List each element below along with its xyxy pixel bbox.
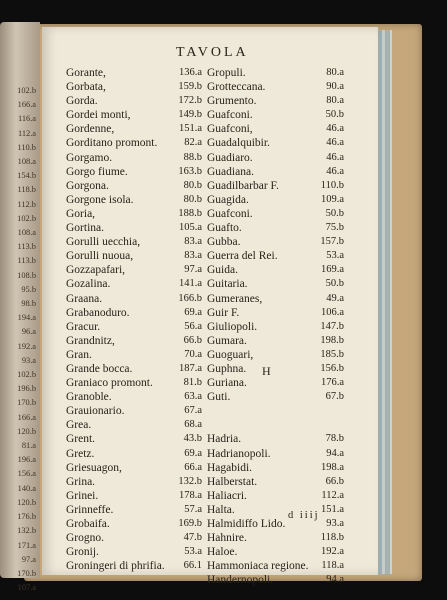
index-entry [66, 517, 202, 531]
entry-name: Haliacri. [207, 489, 247, 502]
index-entry [207, 362, 344, 376]
entry-name: Grent. [66, 433, 96, 446]
margin-fragment: 107.a [17, 583, 36, 593]
entry-name: Handernopoli. [207, 574, 274, 587]
index-entry [66, 489, 202, 503]
entry-page: 50.b [325, 207, 344, 219]
entry-page: 67.a [184, 405, 202, 417]
left-page-binding [0, 22, 40, 593]
index-entry [207, 348, 344, 362]
entry-page: 66.b [183, 334, 202, 346]
margin-fragment: 170.b [17, 398, 36, 408]
index-entry [66, 362, 202, 376]
index-entry [66, 108, 202, 122]
index-entry [66, 193, 202, 207]
entry-page: 49.a [326, 292, 344, 304]
index-entry [207, 390, 344, 404]
entry-page: 132.b [178, 475, 202, 487]
index-entry [207, 531, 344, 545]
entry-page: 94.a [326, 447, 344, 459]
index-entry [207, 136, 344, 150]
entry-page: 47.b [183, 532, 202, 544]
index-entry [207, 80, 344, 94]
entry-page: 97.a [184, 264, 202, 276]
index-entry [66, 306, 202, 320]
index-entry [66, 531, 202, 545]
index-entry [66, 66, 202, 80]
margin-fragment: 132.b [17, 526, 36, 536]
index-entry [66, 165, 202, 179]
index-entry [207, 151, 344, 165]
index-entry [207, 122, 344, 136]
entry-page: 166.b [178, 292, 202, 304]
entry-name: Guadalquibir. [207, 137, 270, 150]
entry-name: Gozzapafari, [66, 264, 126, 277]
index-entry [66, 334, 202, 348]
entry-name: Guadilbarbar F. [207, 179, 279, 192]
entry-name: Gorgamo. [66, 151, 113, 164]
page-edge [390, 30, 392, 574]
index-entry [207, 235, 344, 249]
index-entry [66, 461, 202, 475]
entry-name: Grinei. [66, 489, 99, 502]
index-entry [66, 404, 202, 418]
section-letter: H [262, 364, 271, 378]
margin-fragment: 102.b [17, 213, 36, 223]
page-edge [382, 30, 385, 574]
entry-page: 78.b [325, 433, 344, 445]
margin-fragment: 93.a [21, 355, 36, 365]
entry-name: Guafto. [207, 222, 242, 235]
entry-name: Guafconi. [207, 207, 253, 220]
entry-page: 178.a [178, 489, 202, 501]
entry-name: Haloe. [207, 546, 238, 559]
entry-page: 46.a [326, 151, 344, 163]
entry-page: 94.a [326, 574, 344, 586]
index-entry [66, 263, 202, 277]
entry-name: Guir F. [207, 306, 240, 319]
index-entry [66, 292, 202, 306]
index-entry [66, 277, 202, 291]
entry-name: Halmidiffo Lido. [207, 518, 286, 530]
entry-page: 50.b [325, 278, 344, 290]
entry-name: Hadrianopoli. [207, 447, 271, 460]
margin-fragment: 102.b [17, 86, 36, 95]
index-entry [207, 207, 344, 221]
entry-page: 172.b [178, 95, 202, 107]
entry-name: Grotteccana. [207, 81, 266, 94]
index-entry [66, 418, 202, 432]
margin-fragment: 118.b [17, 185, 36, 195]
entry-name: Grogno. [66, 532, 105, 545]
entry-name: Halta. [207, 503, 235, 516]
entry-page: 43.b [183, 433, 202, 445]
entry-name: Gumeranes, [207, 292, 263, 305]
entry-page: 185.b [320, 348, 344, 360]
index-entry [66, 475, 202, 489]
margin-fragment: 140.a [17, 483, 36, 493]
index-entry [66, 151, 202, 165]
entry-page: 80.b [183, 179, 202, 191]
entry-name: Gronij. [66, 546, 99, 559]
entry-name: Gortina. [66, 222, 105, 235]
index-entry [207, 179, 344, 193]
entry-page: 69.a [184, 306, 202, 318]
index-entry [66, 235, 202, 249]
entry-page: 46.a [326, 123, 344, 135]
index-entry [207, 418, 344, 432]
entry-page: 141.a [178, 278, 202, 290]
entry-name: Giuliopoli. [207, 320, 258, 333]
index-column-right [207, 66, 344, 587]
entry-name: Gordei monti, [66, 109, 131, 122]
margin-fragment: 95.b [21, 284, 36, 294]
index-entry [207, 292, 344, 306]
entry-name: Granoble. [66, 391, 112, 404]
index-entry [66, 432, 202, 446]
entry-page: 192.a [320, 546, 344, 558]
entry-page: 156.b [320, 362, 344, 374]
index-entry [66, 447, 202, 461]
index-entry [66, 390, 202, 404]
index-entry [66, 179, 202, 193]
entry-page: 176.a [320, 377, 344, 389]
margin-fragment: 194.a [17, 313, 36, 323]
entry-page: 69.a [184, 447, 202, 459]
entry-page: 66.a [184, 461, 202, 473]
margin-fragment: 176.b [17, 512, 36, 522]
index-entry [207, 108, 344, 122]
margin-fragment: 108.b [17, 270, 36, 280]
page-edge [386, 30, 389, 574]
index-entry [66, 559, 202, 573]
margin-fragment: 113.b [17, 256, 36, 266]
entry-page: 169.b [178, 518, 202, 529]
entry-page: 46.a [326, 165, 344, 177]
margin-fragment: 112.b [17, 199, 36, 209]
index-entry [207, 94, 344, 108]
entry-page: 90.a [326, 81, 344, 93]
entry-page: 53.a [184, 546, 202, 558]
entry-name: Grobaifa. [66, 518, 110, 530]
index-entry [207, 404, 344, 418]
index-entry [66, 348, 202, 362]
margin-fragment: 113.b [17, 242, 36, 252]
entry-page: 80.b [183, 193, 202, 205]
entry-name: Gordenne, [66, 123, 115, 136]
entry-page: 68.a [184, 419, 202, 431]
entry-page: 80.a [326, 95, 344, 107]
entry-name: Guerra del Rei. [207, 250, 278, 263]
entry-page: 188.b [178, 207, 202, 219]
entry-page: 93.a [326, 518, 344, 529]
entry-name: Gozalina. [66, 278, 111, 291]
index-entry [207, 475, 344, 489]
entry-page: 169.a [320, 264, 344, 276]
entry-name: Gorda. [66, 95, 98, 108]
index-entry [66, 207, 202, 221]
entry-name: Grina. [66, 475, 96, 488]
index-entry [207, 432, 344, 446]
entry-name: Grauionario. [66, 405, 125, 418]
entry-page: 159.b [178, 81, 202, 93]
index-entry [207, 320, 344, 334]
index-entry [207, 376, 344, 390]
entry-name: Guoguari, [207, 348, 254, 361]
entry-name: Gracur. [66, 320, 101, 333]
entry-page: 81.b [183, 377, 202, 389]
entry-page: 109.a [320, 193, 344, 205]
entry-name: Guafconi. [207, 109, 253, 122]
entry-page: 66.b [325, 475, 344, 487]
index-entry [207, 517, 344, 531]
entry-page: 187.a [178, 362, 202, 374]
entry-page: 67.b [325, 391, 344, 403]
margin-fragment: 192.a [17, 341, 36, 351]
signature-mark: d iiij [288, 510, 320, 521]
entry-name: Guriana. [207, 377, 247, 390]
entry-page: 83.a [184, 236, 202, 248]
entry-name: Guadiaro. [207, 151, 253, 164]
entry-page: 198.a [320, 461, 344, 473]
margin-fragment: 98.b [21, 299, 36, 309]
entry-page: 151.a [178, 123, 202, 135]
entry-name: Hagabidi. [207, 461, 253, 474]
entry-page: 118.a [321, 560, 344, 572]
index-entry [207, 221, 344, 235]
entry-name: Gorante, [66, 67, 106, 79]
index-entry [207, 461, 344, 475]
index-entry [207, 489, 344, 503]
index-entry [207, 334, 344, 348]
entry-name: Gumara. [207, 334, 247, 347]
entry-page: 88.b [183, 151, 202, 163]
entry-name: Griesuagon, [66, 461, 122, 474]
entry-name: Grandnitz, [66, 334, 115, 347]
entry-page: 157.b [320, 236, 344, 248]
entry-name: Gorgo fiume. [66, 165, 128, 178]
entry-name: Grande bocca. [66, 362, 133, 375]
index-entry [207, 193, 344, 207]
entry-page: 63.a [184, 391, 202, 403]
entry-name: Guagida. [207, 193, 249, 206]
entry-page: 53.a [326, 250, 344, 262]
index-entry [66, 545, 202, 559]
entry-page: 50.b [325, 109, 344, 121]
entry-name: Gran. [66, 348, 92, 361]
index-entry [207, 66, 344, 80]
entry-name: Hammoniaca regione. [207, 560, 309, 573]
entry-name: Gropuli. [207, 67, 246, 79]
entry-page: 110.b [320, 179, 344, 191]
margin-fragment: 166.a [17, 100, 36, 110]
entry-name: Guitaria. [207, 278, 248, 291]
entry-name: Gubba. [207, 236, 241, 249]
index-entry [66, 320, 202, 334]
entry-page: 105.a [178, 222, 202, 234]
entry-name: Grea. [66, 419, 92, 432]
page-title: TAVOLA [176, 45, 249, 60]
margin-fragment: 102.b [17, 370, 36, 380]
entry-name: Goria, [66, 207, 96, 220]
index-entry [66, 503, 202, 517]
entry-page: 151.a [320, 503, 344, 515]
entry-name: Grinneffe. [66, 503, 114, 516]
entry-page: 46.a [326, 137, 344, 149]
index-column-left [66, 66, 202, 573]
margin-fragment: 196.b [17, 384, 36, 394]
index-entry [207, 503, 344, 517]
entry-page: 106.a [320, 306, 344, 318]
index-entry [207, 447, 344, 461]
entry-name: Gretz. [66, 447, 95, 460]
entry-name: Graniaco promont. [66, 377, 153, 390]
entry-name: Halberstat. [207, 475, 258, 488]
index-entry [207, 306, 344, 320]
index-entry [207, 249, 344, 263]
margin-fragment: 154.b [17, 171, 36, 181]
entry-page: 163.b [178, 165, 202, 177]
margin-fragment: 97.a [21, 554, 36, 564]
margin-fragment: 116.a [17, 114, 36, 124]
margin-fragment: 81.a [21, 441, 36, 451]
index-entry [66, 376, 202, 390]
entry-name: Grumento. [207, 95, 257, 108]
index-entry [66, 221, 202, 235]
entry-page: 136.a [178, 67, 202, 78]
entry-page: 57.a [184, 503, 202, 515]
margin-fragment: 120.b [17, 497, 36, 507]
entry-page: 70.a [184, 348, 202, 360]
left-page-margin-text [2, 84, 36, 595]
entry-name: Gorditano promont. [66, 137, 158, 150]
margin-fragment: 171.a [17, 540, 36, 550]
entry-name: Graana. [66, 292, 103, 305]
entry-page: 56.a [184, 320, 202, 332]
entry-name: Guphna. [207, 362, 247, 375]
entry-name: Gorulli nuoua, [66, 250, 134, 263]
entry-page: 75.b [325, 222, 344, 234]
entry-name: Hahnire. [207, 532, 247, 545]
entry-page: 80.a [326, 67, 344, 78]
index-entry [66, 80, 202, 94]
index-entry [207, 277, 344, 291]
margin-fragment: 96.a [21, 327, 36, 337]
entry-name: Guti. [207, 391, 231, 404]
margin-fragment: 120.b [17, 426, 36, 436]
index-entry [66, 249, 202, 263]
entry-name: Hadria. [207, 433, 242, 446]
margin-fragment: 156.a [17, 469, 36, 479]
entry-page: 112.a [321, 489, 344, 501]
entry-page: 198.b [320, 334, 344, 346]
margin-fragment: 166.a [17, 412, 36, 422]
index-entry [66, 136, 202, 150]
index-entry [207, 263, 344, 277]
entry-page: 82.a [184, 137, 202, 149]
margin-fragment: 196.a [17, 455, 36, 465]
entry-name: Guida. [207, 264, 238, 277]
margin-fragment: 108.a [17, 157, 36, 167]
entry-page: 66.1 [183, 560, 202, 572]
index-entry [207, 545, 344, 559]
margin-fragment: 112.a [17, 128, 36, 138]
entry-name: Groningeri di phrifia. [66, 560, 165, 573]
entry-name: Guafconi, [207, 123, 253, 136]
entry-name: Grabanoduro. [66, 306, 130, 319]
index-entry [207, 573, 344, 587]
entry-name: Gorgone isola. [66, 193, 134, 206]
entry-name: Gorgona. [66, 179, 109, 192]
entry-name: Gorulli uecchia, [66, 236, 141, 249]
margin-fragment: 110.b [17, 142, 36, 152]
index-entry [66, 94, 202, 108]
entry-page: 149.b [178, 109, 202, 121]
margin-fragment: 170.b [17, 568, 36, 578]
entry-page: 118.b [320, 532, 344, 544]
page-edge [378, 30, 381, 574]
index-entry [207, 165, 344, 179]
index-entry [66, 122, 202, 136]
entry-name: Guadiana. [207, 165, 254, 178]
entry-page: 147.b [320, 320, 344, 332]
entry-name: Gorbata, [66, 81, 106, 94]
index-entry [207, 559, 344, 573]
margin-fragment: 108.a [17, 228, 36, 238]
entry-page: 83.a [184, 250, 202, 262]
